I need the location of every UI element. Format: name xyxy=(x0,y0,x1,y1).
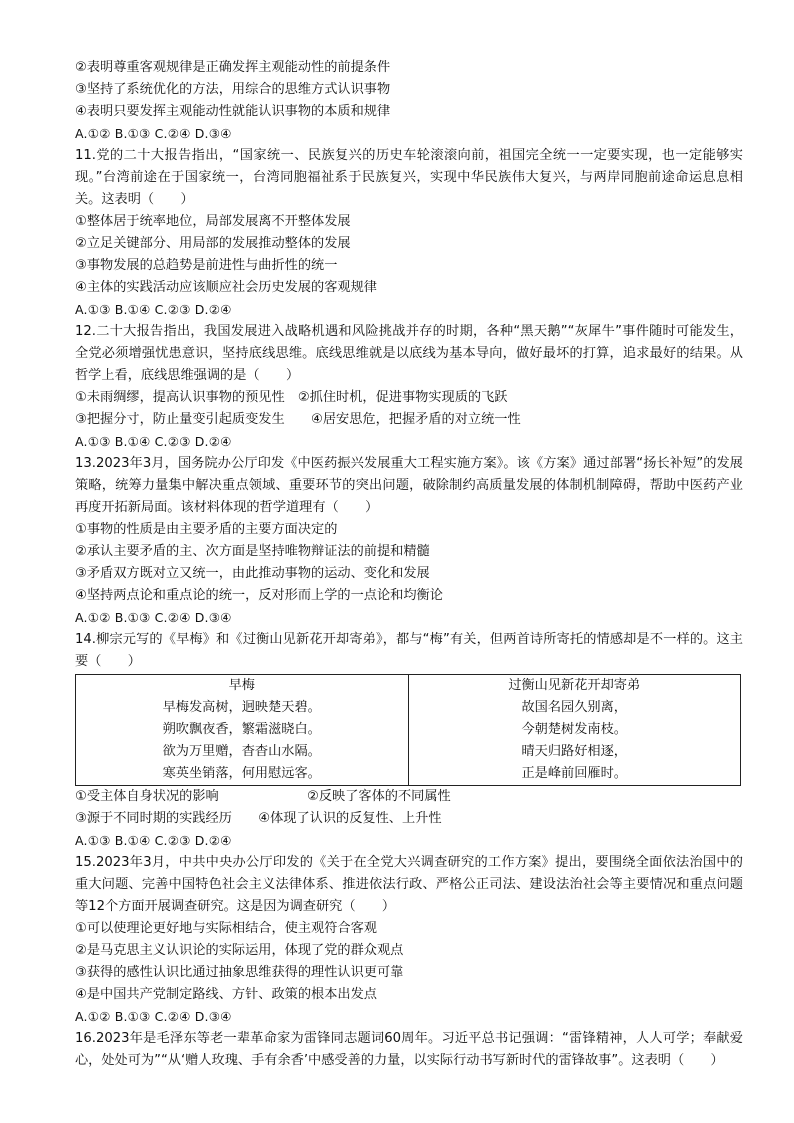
option-pair-row xyxy=(75,387,743,409)
poem-line: 今朝楚树发南枝。 xyxy=(521,722,627,737)
option-pair-row xyxy=(75,786,743,808)
option-text: ③源于不同时期的实践经历 xyxy=(75,811,232,826)
option-line: ③矛盾双方既对立又统一，由此推动事物的运动、变化和发展 xyxy=(75,566,430,581)
option-line: ②承认主要矛盾的主、次方面是坚持唯物辩证法的前提和精髓 xyxy=(75,544,430,559)
option-pair-row xyxy=(75,808,743,830)
option-text: ③把握分寸，防止量变引起质变发生 xyxy=(75,412,285,427)
option-line: ③获得的感性认识比通过抽象思维获得的理性认识更可靠 xyxy=(75,965,404,980)
answer-choices: A.①③ B.①④ C.②③ D.②④ xyxy=(75,833,232,848)
option-text: ④体现了认识的反复性、上升性 xyxy=(258,811,442,826)
option-line: ②立足关键部分、用局部的发展推动整体的发展 xyxy=(75,236,351,251)
option-text: ②反映了客体的不同属性 xyxy=(307,789,451,804)
poem-cell xyxy=(76,675,409,786)
answer-choices: A.①③ B.①④ C.②③ D.②④ xyxy=(75,434,232,449)
answer-choices: A.①② B.①③ C.②④ D.③④ xyxy=(75,610,232,625)
poem-table xyxy=(75,674,741,786)
poem-cell xyxy=(408,675,741,786)
option-line: ②表明尊重客观规律是正确发挥主观能动性的前提条件 xyxy=(75,60,391,75)
option-text: ④居安思危，把握矛盾的对立统一性 xyxy=(311,412,521,427)
option-text: ①受主体自身状况的影响 xyxy=(75,789,219,804)
answer-choices: A.①③ B.①④ C.②③ D.②④ xyxy=(75,302,232,317)
answer-choices: A.①② B.①③ C.②④ D.③④ xyxy=(75,1009,232,1024)
poem-line: 故国名园久别离， xyxy=(521,700,627,715)
option-line: ③坚持了系统优化的方法，用综合的思维方式认识事物 xyxy=(75,82,391,97)
poem-title: 过衡山见新花开却寄弟 xyxy=(508,678,641,693)
option-pair-row xyxy=(75,409,743,431)
poem-line: 欲为万里赠，杳杳山水隔。 xyxy=(162,744,321,759)
option-line: ①事物的性质是由主要矛盾的主要方面决定的 xyxy=(75,522,338,537)
option-line: ①可以使理论更好地与实际相结合，使主观符合客观 xyxy=(75,921,377,936)
option-line: ④主体的实践活动应该顺应社会历史发展的客观规律 xyxy=(75,280,377,295)
option-text: ②抓住时机，促进事物实现质的飞跃 xyxy=(297,390,508,405)
poem-line: 正是峰前回雁时。 xyxy=(521,766,627,781)
poem-line: 朔吹飘夜香，繁霜滋晓白。 xyxy=(162,722,321,737)
question-stem: 14.柳宗元写的《早梅》和《过衡山见新花开却寄弟》，都与“梅”有关，但两首诗所寄托的情感却是不一样的。这主要（ ） xyxy=(75,632,743,669)
question-stem: 12.二十大报告指出，我国发展进入战略机遇和风险挑战并存的时期，各种“黑天鹅”“灰犀牛”事件随时可能发生，全党必须增强忧患意识，坚持底线思维。底线思维就是以底线为基本导向，做好最坏的打算，追求最好的结果。从哲学上看，底线思维强调的是（ ） xyxy=(75,324,743,383)
question-stem: 13.2023年3月，国务院办公厅印发《中医药振兴发展重大工程实施方案》。该《方案》通过部署“扬长补短”的发展策略，统筹力量集中解决重点领域、重要环节的突出问题，破除制约高质量发展的体制机制障碍，帮助中医药产业再度开拓新局面。该材料体现的哲学道理有（ ） xyxy=(75,456,743,515)
option-line: ④表明只要发挥主观能动性就能认识事物的本质和规律 xyxy=(75,104,391,119)
option-line: ②是马克思主义认识论的实际运用，体现了党的群众观点 xyxy=(75,943,404,958)
exam-page xyxy=(75,57,743,1072)
answer-choices: A.①② B.①③ C.②④ D.③④ xyxy=(75,126,232,141)
option-line: ①整体居于统率地位，局部发展离不开整体发展 xyxy=(75,214,351,229)
option-text: ①未雨绸缪，提高认识事物的预见性 xyxy=(75,390,285,405)
question-stem: 15.2023年3月，中共中央办公厅印发的《关于在全党大兴调查研究的工作方案》提出，要围绕全面依法治国中的重大问题、完善中国特色社会主义法律体系、推进依法行政、严格公正司法、建设法治社会等主要情况和重点问题等12个方面开展调查研究。这是因为调查研究（ ） xyxy=(75,855,743,914)
question-stem: 11.党的二十大报告指出，“国家统一、民族复兴的历史车轮滚滚向前，祖国完全统一一定要实现，也一定能够实现。”台湾前途在于国家统一，台湾同胞福祉系于民族复兴，实现中华民族伟大复兴，与两岸同胞前途命运息息相关。这表明（ ） xyxy=(75,148,743,207)
option-line: ④坚持两点论和重点论的统一，反对形而上学的一点论和均衡论 xyxy=(75,588,443,603)
question-stem: 16.2023年是毛泽东等老一辈革命家为雷锋同志题词60周年。习近平总书记强调：“雷锋精神，人人可学；奉献爱心，处处可为”“从‘赠人玫瑰、手有余香’中感受善的力量，以实际行动书写新时代的雷锋故事”。这表明（ ） xyxy=(75,1031,743,1068)
poem-line: 早梅发高树，迥映楚天碧。 xyxy=(162,700,321,715)
poem-title: 早梅 xyxy=(228,678,255,693)
poem-line: 寒英坐销落，何用慰远客。 xyxy=(162,766,321,781)
poem-line: 晴天归路好相逐， xyxy=(521,744,627,759)
option-line: ④是中国共产党制定路线、方针、政策的根本出发点 xyxy=(75,987,377,1002)
option-line: ③事物发展的总趋势是前进性与曲折性的统一 xyxy=(75,258,338,273)
